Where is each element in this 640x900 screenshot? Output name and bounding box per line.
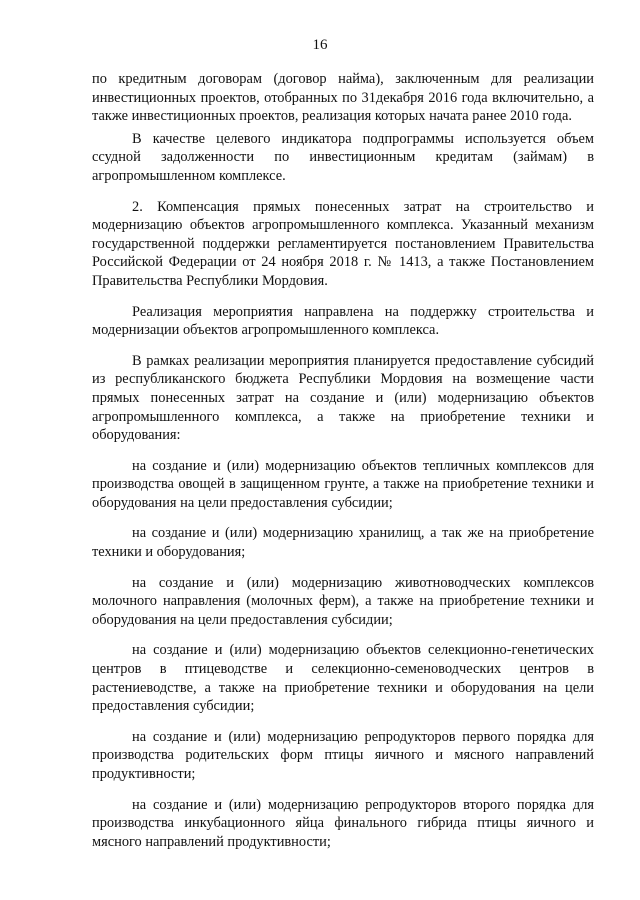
list-item-first-order-reproducers: на создание и (или) модернизацию репродукторов первого порядка для производства родительских форм птицы яичного и мясного направлений продуктивности;: [92, 728, 594, 782]
list-item-dairy-complexes: на создание и (или) модернизацию животноводческих комплексов молочного направления (молочных ферм), а также на приобретение техники и оборудования на цели предоставления субсидии;: [92, 574, 594, 628]
list-item-greenhouse-complexes: на создание и (или) модернизацию объектов тепличных комплексов для производства овощей в защищенном грунте, а также на приобретение техники и оборудования на цели предоставления субсидии;: [92, 457, 594, 511]
list-item-breeding-centers: на создание и (или) модернизацию объектов селекционно-генетических центров в птицеводстве и селекционно-семеноводческих центров в растениеводстве, а также на приобретение техники и оборудования на цели предоставления субсидии;: [92, 642, 594, 715]
paragraph-subsidies: В рамках реализации мероприятия планируется предоставление субсидий из республиканского бюджета Республики Мордовия на возмещение части прямых понесенных затрат на создание и (или) модернизацию объектов агропромышленного комплекса, а также на приобретение техники и оборудования:: [92, 352, 594, 444]
paragraph-target-indicator: В качестве целевого индикатора подпрограммы используется объем ссудной задолженности по инвестиционным кредитам (займам) в агропромышленном комплексе.: [92, 130, 594, 184]
paragraph-measure-purpose: Реализация мероприятия направлена на поддержку строительства и модернизации объектов агропромышленного комплекса.: [92, 303, 594, 339]
list-item-second-order-reproducers: на создание и (или) модернизацию репродукторов второго порядка для производства инкубационного яйца финального гибрида птицы яичного и мясного направлений продуктивности;: [92, 796, 594, 850]
document-body: [92, 70, 594, 851]
paragraph-loan-agreements-continued: по кредитным договорам (договор найма), заключенным для реализации инвестиционных проектов, отобранных по 31декабря 2016 года включительно, а также инвестиционных проектов, реализация которых начата ранее 2010 года.: [92, 71, 594, 125]
paragraph-cost-compensation: 2. Компенсация прямых понесенных затрат на строительство и модернизацию объектов агропромышленного комплекса. Указанный механизм государственной поддержки регламентируется постановлением Правительства Российской Федерации от 24 ноября 2018 г. № 1413, а также Постановлением Правительства Республики Мордовия.: [92, 198, 594, 289]
list-item-storage-facilities: на создание и (или) модернизацию хранилищ, а так же на приобретение техники и оборудования;: [92, 525, 594, 561]
page-number: 16: [312, 37, 328, 53]
